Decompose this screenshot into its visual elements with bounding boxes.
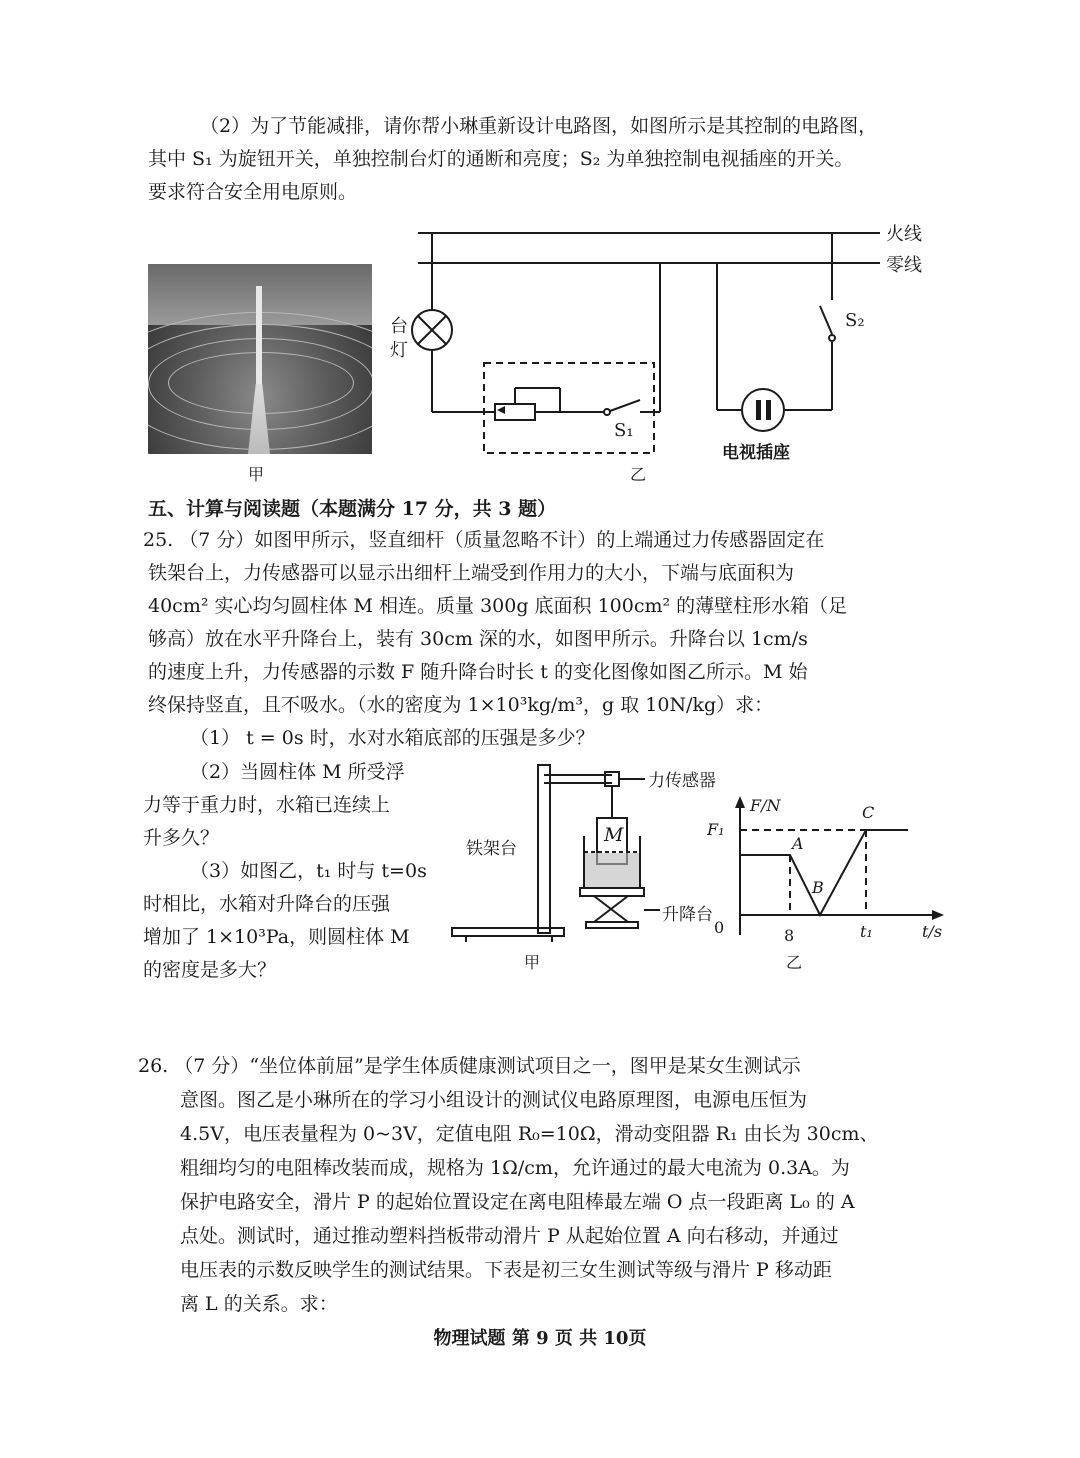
- graph-tick-t1: t₁: [860, 922, 873, 941]
- graph-point-a: A: [792, 834, 804, 853]
- q26-line-4: 粗细均匀的电阻棒改装而成，规格为 1Ω/cm，允许通过的最大电流为 0.3A。为: [180, 1157, 850, 1179]
- q26-line-2: 意图。图乙是小琳所在的学习小组设计的测试仪电路原理图，电源电压恒为: [180, 1089, 808, 1111]
- platform-label: 升降台: [662, 905, 713, 925]
- circuit-caption: 乙: [630, 465, 647, 484]
- q25-line-2: 铁架台上，力传感器可以显示出细杆上端受到作用力的大小，下端与底面积为: [148, 562, 795, 584]
- page-footer: 物理试题 第 9 页 共 10页: [433, 1328, 647, 1349]
- graph-origin: 0: [714, 918, 725, 937]
- section-title: 五、计算与阅读题（本题满分 17 分，共 3 题）: [148, 498, 557, 520]
- q26-line-5: 保护电路安全，滑片 P 的起始位置设定在离电阻棒最左端 O 点一段距离 L₀ 的 A: [180, 1191, 855, 1213]
- graph-point-c: C: [862, 803, 875, 822]
- q25-subq-1: （1） t = 0s 时，水对水箱底部的压强是多少？: [190, 727, 595, 749]
- q25-subq-3-line-4: 的密度是多大？: [143, 959, 277, 981]
- q25-line-1: 25. （7 分）如图甲所示，竖直细杆（质量忽略不计）的上端通过力传感器固定在: [143, 529, 825, 551]
- stand-label: 铁架台: [466, 839, 517, 859]
- q26-line-3: 4.5V，电压表量程为 0~3V，定值电阻 R₀=10Ω，滑动变阻器 R₁ 由长为 30cm、: [180, 1123, 879, 1145]
- switch-s2-label: S₂: [845, 310, 865, 331]
- lamp-label-2: 灯: [390, 340, 408, 361]
- neutral-wire-label: 零线: [886, 255, 922, 276]
- switch-s1-label: S₁: [614, 420, 634, 441]
- q26-line-7: 电压表的示数反映学生的测试结果。下表是初三女生测试等级与滑片 P 移动距: [180, 1259, 832, 1281]
- q25-subq-3-line-1: （3）如图乙，t₁ 时与 t=0s: [190, 860, 427, 882]
- graph-tick-8: 8: [784, 926, 795, 945]
- q25-subq-2-line-3: 升多久？: [143, 827, 220, 849]
- q25-line-4: 够高）放在水平升降台上，装有 30cm 深的水，如图甲所示。升降台以 1cm/s: [148, 628, 808, 650]
- q24-line-1: （2）为了节能减排，请你帮小琳重新设计电路图，如图所示是其控制的电路图，: [200, 115, 878, 137]
- q26-line-1: 26. （7 分）“坐位体前屈”是学生体质健康测试项目之一，图甲是某女生测试示: [138, 1055, 801, 1077]
- sensor-label: 力传感器: [648, 771, 716, 791]
- photo-caption: 甲: [248, 465, 265, 484]
- q25-line-6: 终保持竖直，且不吸水。（水的密度为 1×10³kg/m³，g 取 10N/kg）求：: [148, 694, 774, 716]
- q25-subq-2-line-2: 力等于重力时，水箱已连续上: [143, 794, 391, 816]
- graph-point-b: B: [812, 878, 824, 897]
- q25-subq-2-line-1: （2）当圆柱体 M 所受浮: [190, 761, 405, 783]
- q25-subq-3-line-2: 时相比，水箱对升降台的压强: [143, 893, 391, 915]
- cylinder-m-label: M: [604, 824, 624, 846]
- q26-line-8: 离 L 的关系。求：: [180, 1293, 338, 1315]
- live-wire-label: 火线: [886, 224, 922, 245]
- q26-line-6: 点处。测试时，通过推动塑料挡板带动滑片 P 从起始位置 A 向右移动，并通过: [180, 1225, 839, 1247]
- lamp-label-1: 台: [390, 316, 408, 337]
- q24-line-3: 要求符合安全用电原则。: [148, 181, 358, 203]
- q25-line-5: 的速度上升，力传感器的示数 F 随升降台时长 t 的变化图像如图乙所示。M 始: [148, 661, 808, 683]
- graph-f1-label: F₁: [707, 820, 725, 839]
- socket-label: 电视插座: [722, 443, 790, 463]
- figure-a-caption: 甲: [524, 953, 541, 972]
- graph-y-axis-label: F/N: [750, 796, 781, 815]
- q25-subq-3-line-3: 增加了 1×10³Pa，则圆柱体 M: [143, 926, 410, 948]
- q24-line-2: 其中 S₁ 为旋钮开关，单独控制台灯的通断和亮度；S₂ 为单独控制电视插座的开关。: [148, 148, 854, 170]
- figure-b-caption: 乙: [786, 953, 803, 972]
- q25-line-3: 40cm² 实心均匀圆柱体 M 相连。质量 300g 底面积 100cm² 的薄壁柱形水箱（足: [148, 595, 848, 617]
- graph-x-axis-label: t/s: [922, 922, 943, 941]
